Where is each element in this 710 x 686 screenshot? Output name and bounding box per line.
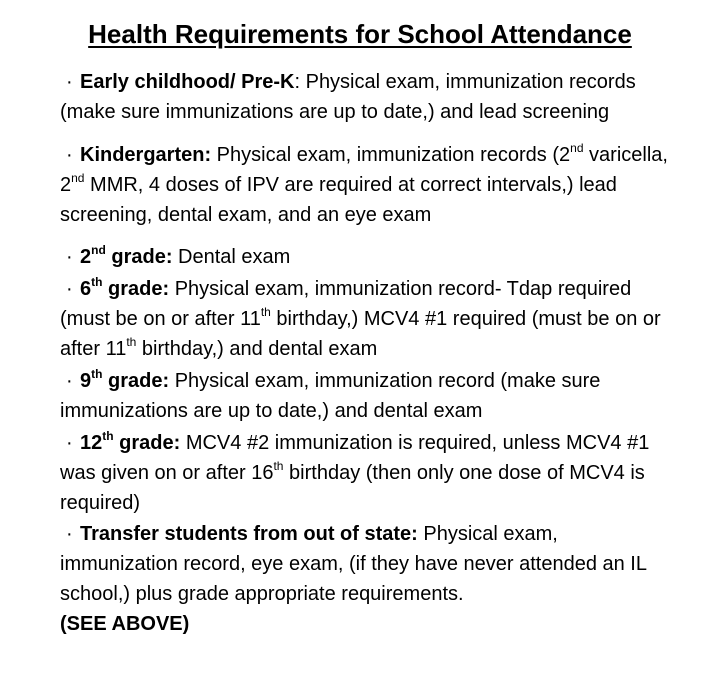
page-title: Health Requirements for School Attendance	[88, 19, 632, 49]
bullet-icon: ·	[66, 246, 73, 268]
requirement-text: birthday (then only one dose of MCV4 is required)	[60, 462, 645, 514]
bullet-icon: ·	[66, 278, 73, 300]
superscript: nd	[570, 141, 584, 156]
requirement-text: birthday,) MCV4 #1 required (must be on or after 11	[60, 308, 661, 360]
requirement-text: MMR, 4 doses of IPV are required at correct intervals,) lead screening, dental exam, and an eye exam	[60, 174, 617, 226]
requirement-text: Physical exam, immunization record- Tdap required (must be on or after 11	[60, 278, 632, 330]
requirement-label: 2nd grade:	[80, 243, 173, 268]
requirement-text: varicella, 2	[60, 144, 668, 196]
see-above-note: (SEE ABOVE)	[60, 613, 190, 635]
requirement-label: 6th grade:	[80, 275, 170, 300]
bullet-icon: ·	[66, 523, 73, 545]
requirement-label: 12th grade:	[80, 429, 181, 454]
superscript: th	[102, 429, 114, 444]
bullet-icon: ·	[66, 71, 73, 93]
superscript: nd	[91, 243, 106, 258]
requirement-text: : Physical exam, immunization records (make sure immunizations are up to date,) and lead screening	[60, 71, 636, 123]
superscript: th	[260, 305, 271, 320]
superscript: nd	[71, 171, 85, 186]
superscript: th	[91, 367, 103, 382]
superscript: th	[126, 335, 137, 350]
requirement-9th-grade	[60, 366, 670, 426]
requirement-early-childhood	[60, 67, 670, 127]
requirement-6th-grade	[60, 274, 670, 364]
superscript: th	[91, 275, 103, 290]
bullet-icon: ·	[66, 144, 73, 166]
requirement-label: 9th grade:	[80, 367, 170, 392]
requirement-2nd-grade	[60, 242, 670, 272]
requirement-kindergarten	[60, 140, 670, 230]
requirement-text: MCV4 #2 immunization is required, unless MCV4 #1 was given on or after 16	[60, 432, 650, 484]
requirement-12th-grade	[60, 428, 670, 518]
requirement-transfer-students	[60, 519, 670, 609]
requirement-label: Transfer students from out of state:	[80, 523, 418, 545]
superscript: th	[273, 459, 284, 474]
requirement-label: Kindergarten:	[80, 144, 212, 166]
requirement-text: Physical exam, immunization record (make sure immunizations are up to date,) and dental exam	[60, 370, 601, 422]
bullet-icon: ·	[66, 432, 73, 454]
requirement-label: Early childhood/ Pre-K	[80, 71, 295, 93]
requirement-text: Physical exam, immunization record, eye exam, (if they have never attended an IL school,) plus grade appropriate requirements.	[60, 523, 647, 605]
requirement-text: birthday,) and dental exam	[136, 338, 378, 360]
requirement-text: Physical exam, immunization records (2	[211, 144, 571, 166]
bullet-icon: ·	[66, 370, 73, 392]
requirement-text: Dental exam	[172, 246, 291, 268]
